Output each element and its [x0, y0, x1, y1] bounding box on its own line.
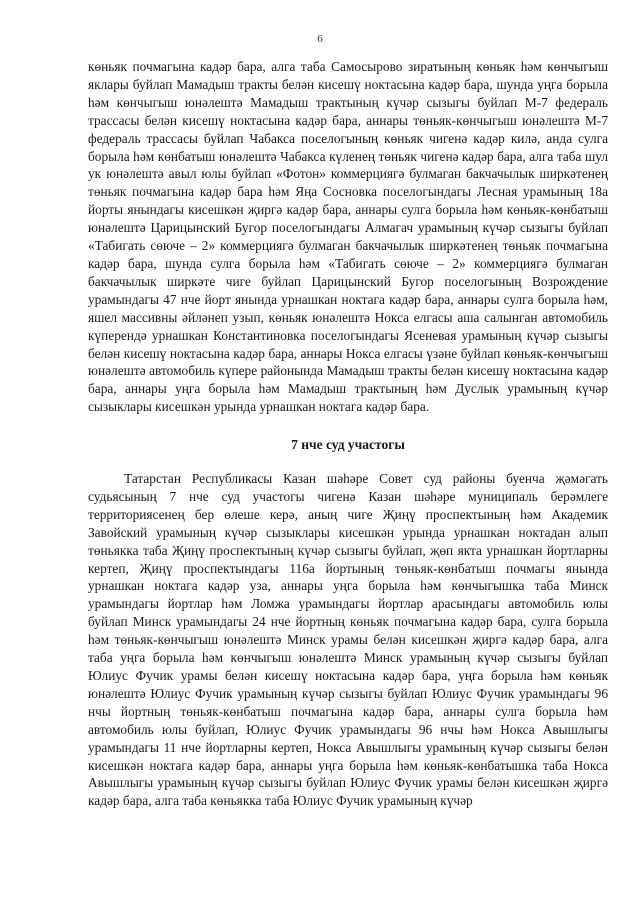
document-body — [88, 58, 608, 810]
body-paragraph-1: көньяк почмагына кадәр бара, алга таба Самосырово зиратының көньяк һәм көнчыгыш яклары буйлап Мамадыш тракты белән кисешү ноктасына кадәр бара, шунда уңга борыла һәм көнчыгыш юнәлештә Мамадыш трактының күчәр сызыгы буйлап М-7 федераль трассасы белән кисешү ноктасына кадәр бара, аннары төньяк-көнчыгыш юнәлештә М-7 федераль трассасы буйлап Чабакса поселогының көньяк чигенә кадәр килә, анда сулга борыла һәм көнбатыш юнәлештә Чабакса күленең төньяк чигенә кадәр бара, алга таба шул ук юнәлештә авыл юлы буйлап «Фотон» коммерциягә булмаган бакчачылык ширкәтенең төньяк почмагына кадәр бара һәм Яңа Сосновка поселогындагы Лесная урамының 18а йорты янындагы кисешкән җиргә кадәр бара, аннары сулга борыла һәм көньяк-көнбатыш юнәлештә Царицынский Бугор поселогындагы Алмагач урамының күчәр сызыгы буйлап «Табигать сөюче – 2» коммерциягә булмаган бакчачылык ширкәтенең төньяк почмагына кадәр бара, шунда сулга борыла һәм «Табигать сөюче – 2» коммерциягә булмаган бакчачылык ширкәте чиге буйлап Царицынский Бугор поселогының Возрождение урамындагы 47 нче йорт янында урнашкан ноктага кадәр бара, аннары сулга борыла һәм, яшел массивны әйләнеп узып, көньяк юнәлештә Нокса елгасы аша салынган автомобиль күперендә урнашкан Константиновка поселогындагы Ясеневая урамының күчәр сызыгы белән кисешү ноктасына кадәр бара, аннары Нокса елгасы үзәне буйлап көньяк-көнчыгыш юнәлештә автомобиль күпере районында Мамадыш тракты белән кисешү ноктасына кадәр бара, аннары уңга борыла һәм Мамадыш трактының һәм Дуслык урамының күчәр сызыклары кисешкән урында урнашкан ноктага кадәр бара. — [88, 59, 608, 415]
page-number: 6 — [317, 33, 323, 45]
section-heading: 7 нче суд участогы — [291, 437, 405, 453]
body-paragraph-2: Татарстан Республикасы Казан шәһәре Совет суд районы буенча җәмәгать судьясының 7 нче суд участогы чигенә Казан шәһәре муниципаль берәмлеге территориясенең бер өлеше керә, аның чиге Җиңү проспектының һәм Академик Завойский урамының күчәр сызыклары кисешкән урында урнашкан ноктадан алып төньякка таба Җиңү проспектының күчәр сызыгы буйлап, җөп якта урнашкан йортларны кертеп, Җиңү проспектындагы 116а йортының төньяк-көнбатыш почмагы янында урнашкан ноктага кадәр уза, аннары уңга борыла һәм көнчыгышка таба Минск урамындагы йортлар һәм Ломжа урамындагы йортлар арасындагы автомобиль юлы буйлап Минск урамындагы 24 нче йортның көньяк почмагына кадәр бара, сулга борыла һәм төньяк-көнчыгыш юнәлештә Минск урамы белән кисешкән җиргә кадәр бара, алга таба уңга борыла һәм көнчыгыш юнәлештә Минск урамының күчәр сызыгы буйлап Юлиус Фучик урамы белән кисешү ноктасына кадәр бара, уңга борыла һәм көньяк юнәлештә Юлиус Фучик урамының күчәр сызыгы буйлап Юлиус Фучик урамындагы 96 нчы йортның төньяк-көнбатыш почмагына кадәр бара, аннары сулга борыла һәм автомобиль юлы буйлап, Юлиус Фучик урамындагы 96 нчы һәм Нокса Авышлыгы урамындагы 11 нче йортларны кертеп, Нокса Авышлыгы урамының күчәр сызыгы белән кисешкән ноктага кадәр бара, аннары уңга борыла һәм көньяк-көнбатышка таба Нокса Авышлыгы урамының күчәр сызыгы буйлап Юлиус Фучик урамы белән кисешкән җиргә кадәр бара, алга таба көньякка таба Юлиус Фучик урамының күчәр — [88, 471, 608, 809]
